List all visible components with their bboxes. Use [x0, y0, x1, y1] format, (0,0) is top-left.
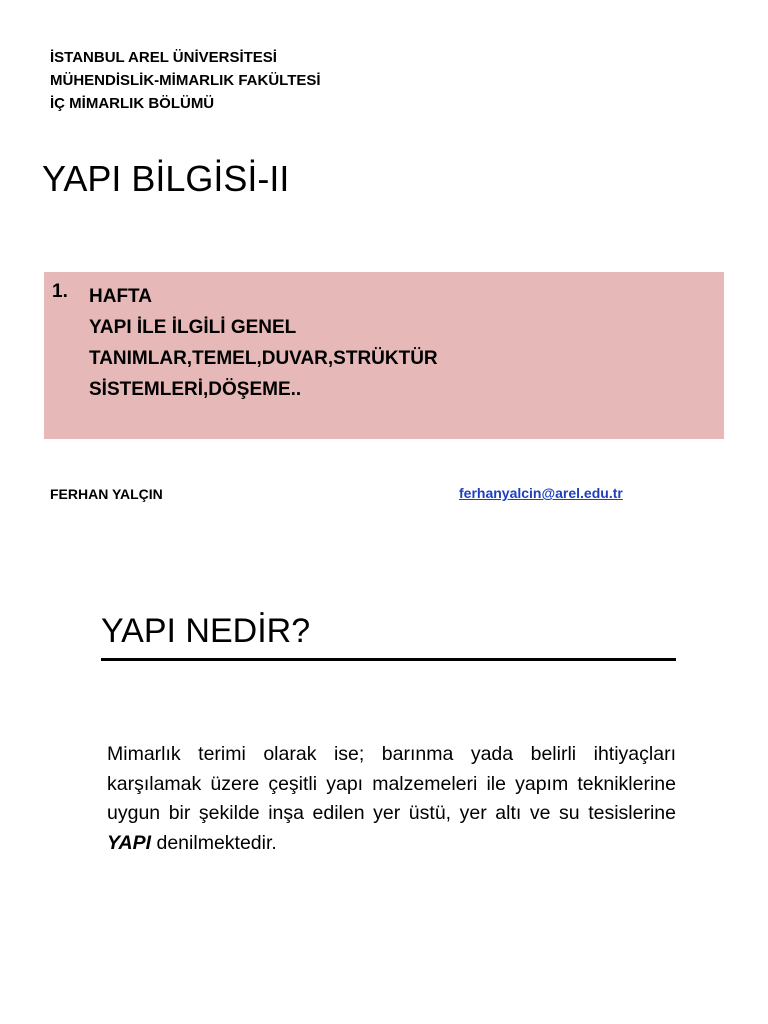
paragraph-text: Mimarlık terimi olarak ise; barınma yada belirli ihtiyaçları karşılamak üzere çeşitli yapı malzemeleri ile yapım tekniklerine uygun bir şekilde inşa edilen yer üstü, yer altı ve su tesislerine [107, 743, 676, 824]
section-title: YAPI NEDİR? [101, 612, 311, 650]
week-label: HAFTA [89, 286, 152, 307]
department-name: İÇ MİMARLIK BÖLÜMÜ [50, 95, 215, 112]
section-title-underline [101, 658, 676, 661]
paragraph-text-end: denilmektedir. [151, 831, 277, 854]
emphasized-term: YAPI [107, 831, 152, 854]
definition-paragraph [107, 740, 676, 858]
week-topic-box [44, 272, 724, 439]
course-title: YAPI BİLGİSİ-II [42, 158, 290, 199]
faculty-name: MÜHENDİSLİK-MİMARLIK FAKÜLTESİ [50, 72, 321, 89]
week-topic-line: TANIMLAR,TEMEL,DUVAR,STRÜKTÜR [89, 348, 438, 369]
week-topic-line: YAPI İLE İLGİLİ GENEL [89, 317, 297, 338]
week-topic-line: SİSTEMLERİ,DÖŞEME.. [89, 379, 302, 400]
institution-header [50, 46, 321, 115]
author-email-link[interactable]: ferhanyalcin@arel.edu.tr [459, 485, 623, 501]
week-number: 1. [52, 281, 68, 302]
week-topic-lines [89, 281, 438, 405]
university-name: İSTANBUL AREL ÜNİVERSİTESİ [50, 49, 277, 66]
author-name: FERHAN YALÇIN [50, 486, 163, 502]
